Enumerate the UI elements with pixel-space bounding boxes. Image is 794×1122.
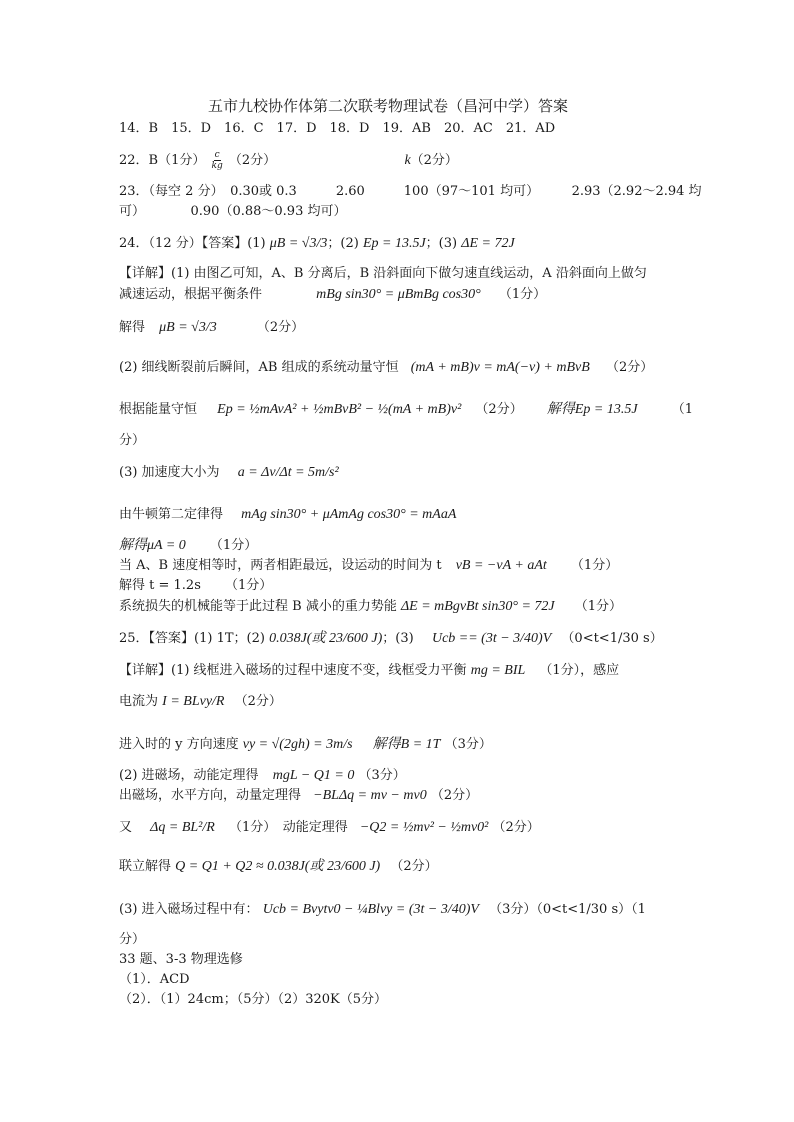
detail-24-equal-speed: 当 A、B 速度相等时，两者相距最远，设运动的时间为 t vB = −vA + aAt （1分） <box>119 558 619 573</box>
fraction-c-over-kg: $\frac{c}{kg}$ <box>211 150 223 171</box>
detail-25-1: 【详解】(1) 线框进入磁场的过程中速度不变，线框受力平衡 mg = BIL （1分），感应 <box>119 663 620 678</box>
answer-23-line2: 可） 0.90（0.88～0.93 均可） <box>119 204 347 219</box>
section-33: 33 题、3-3 物理选修 <box>119 952 243 967</box>
answer-22: 22．B（1分） $\frac{c}{kg}$ （2分） k（2分） <box>119 150 458 171</box>
detail-25-2: (2) 进磁场，动能定理得 mgL − Q1 = 0 （3分） <box>119 768 406 783</box>
detail-24-1a: 【详解】(1) 由图乙可知，A、B 分离后，B 沿斜面向下做匀速直线运动，A 沿斜面向上做匀 <box>119 266 647 281</box>
detail-24-energy-loss: 系统损失的机械能等于此过程 B 减小的重力势能 ΔE = mBgvBt sin30° = 72J （1分） <box>119 599 623 614</box>
detail-24-time: 解得 t = 1.2s （1分） <box>119 578 273 593</box>
detail-25-vy: 进入时的 y 方向速度 vy = √(2gh) = 3m/s 解得B = 1T （3分） <box>119 737 492 752</box>
detail-25-dq: 又 Δq = BL²/R （1分） 动能定理得 −Q2 = ½mv² − ½mv0² （2分） <box>119 820 540 835</box>
answer-33-1: （1）．ACD <box>119 972 190 987</box>
detail-25-3: (3) 进入磁场过程中有： Ucb = Bvytv0 − ¼Blvy = (3t − 3/40)V （3分）（0<t<1/30 s）（1 <box>119 902 646 917</box>
answer-25: 25．【答案】(1) 1T；(2) 0.038J(或 23/600 J)；(3) Ucb == (3t − 3/40)V （0<t<1/30 s） <box>119 631 663 646</box>
detail-24-newton: 由牛顿第二定律得 mAg sin30° + μAmAg cos30° = mAaA <box>119 507 457 522</box>
detail-24-energy-cont: 分） <box>119 433 146 448</box>
detail-25-current: 电流为 I = BLvy/R （2分） <box>119 694 282 709</box>
answers-14-21: 14．B 15．D 16．C 17．D 18．D 19．AB 20．AC 21．AD <box>119 121 556 136</box>
detail-24-1c: 解得 μB = √3/3 （2分） <box>119 320 305 335</box>
detail-25-3-cont: 分） <box>119 932 146 947</box>
detail-24-2: (2) 细线断裂前后瞬间，AB 组成的系统动量守恒 (mA + mB)v = mA(−v) + mBvB （2分） <box>119 360 654 375</box>
detail-24-mu-a: 解得μA = 0 （1分） <box>119 538 258 553</box>
detail-25-momentum: 出磁场，水平方向，动量定理得 −BLΔq = mv − mv0 （2分） <box>119 788 479 803</box>
page-title: 五市九校协作体第二次联考物理试卷（昌河中学）答案 <box>208 97 569 115</box>
answer-24: 24．（12 分）【答案】(1) μB = √3/3；(2) Ep = 13.5J；(3) ΔE = 72J <box>119 236 515 251</box>
answer-23-line1: 23．（每空 2 分） 0.30或 0.3 2.60 100（97～101 均可） 2.93（2.92～2.94 均 <box>119 184 702 199</box>
detail-25-q: 联立解得 Q = Q1 + Q2 ≈ 0.038J(或 23/600 J) （2分） <box>119 859 438 874</box>
answer-33-2: （2）．（1）24cm；（5分）（2）320K（5分） <box>119 992 388 1007</box>
detail-24-3: (3) 加速度大小为 a = Δv/Δt = 5m/s² <box>119 465 339 480</box>
detail-24-1b: 减速运动，根据平衡条件 mBg sin30° = μBmBg cos30° （1分） <box>119 287 547 302</box>
detail-24-energy: 根据能量守恒 Ep = ½mAvA² + ½mBvB² − ½(mA + mB)v² （2分） 解得Ep = 13.5J （1 <box>119 402 693 417</box>
